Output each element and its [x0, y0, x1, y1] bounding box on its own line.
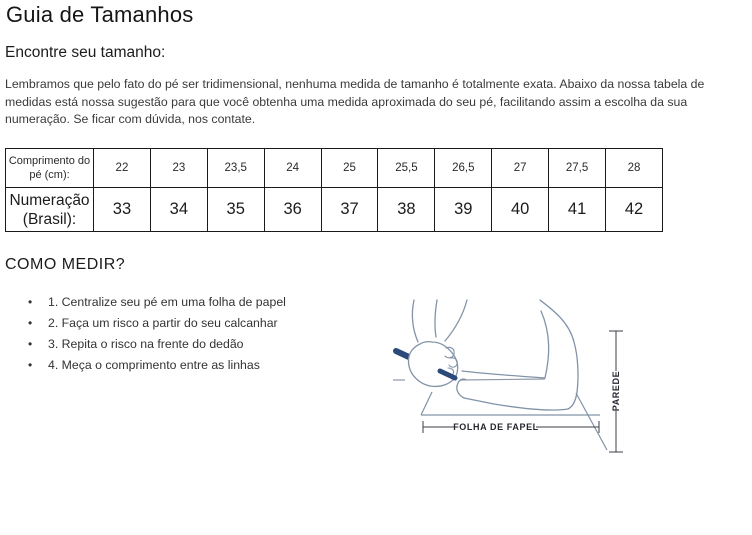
table-row-foot-length: [6, 149, 663, 188]
size-conversion-table: [5, 148, 663, 232]
table-cell: 23: [150, 149, 207, 188]
foot-measurement-illustration: [390, 292, 660, 488]
section-heading-how-to-measure: COMO MEDIR?: [5, 256, 126, 273]
row-header-brazil-size: Numeração (Brasil):: [6, 188, 94, 232]
foot-outline-icon: [445, 300, 578, 410]
forearm-icon: [412, 300, 437, 342]
table-cell: 39: [435, 188, 492, 232]
table-cell: 42: [606, 188, 663, 232]
list-item: • 4. Meça o comprimento entre as linhas: [28, 355, 286, 376]
intro-paragraph: Lembramos que pelo fato do pé ser tridimensional, nenhuma medida de tamanho é totalmente exata. Abaixo da nossa tabela de medidas está nossa sugestão para que você obtenha uma medida aproximada do seu pé, facilitando assim a escolha da sua numeração. Se ficar com dúvida, nos contate.: [5, 77, 705, 126]
list-item: • 2. Faça um risco a partir do seu calcanhar: [28, 313, 286, 334]
section-heading-find-size: Encontre seu tamanho:: [5, 44, 166, 61]
table-cell: 28: [606, 149, 663, 188]
table-cell: 35: [207, 188, 264, 232]
table-cell: 36: [264, 188, 321, 232]
table-cell: 25: [321, 149, 378, 188]
list-item: • 1. Centralize seu pé em uma folha de papel: [28, 292, 286, 313]
table-cell: 38: [378, 188, 435, 232]
table-cell: 23,5: [207, 149, 264, 188]
table-cell: 22: [94, 149, 151, 188]
hand-icon: [408, 342, 457, 387]
table-cell: 26,5: [435, 149, 492, 188]
table-cell: 34: [150, 188, 207, 232]
table-cell: 27: [492, 149, 549, 188]
wall-line-icon: [576, 393, 607, 450]
list-item: • 3. Repita o risco na frente do dedão: [28, 334, 286, 355]
table-cell: 25,5: [378, 149, 435, 188]
table-cell: 37: [321, 188, 378, 232]
measurement-steps-list: [28, 292, 286, 376]
paper-label: FOLHA DE FAPEL: [453, 422, 539, 432]
wall-label: PAREDE: [611, 370, 621, 412]
page-title: Guia de Tamanhos: [6, 2, 194, 27]
table-cell: 24: [264, 149, 321, 188]
table-cell: 41: [549, 188, 606, 232]
table-cell: 33: [94, 188, 151, 232]
row-header-foot-length: Comprimento do pé (cm):: [6, 149, 94, 188]
table-cell: 40: [492, 188, 549, 232]
table-cell: 27,5: [549, 149, 606, 188]
table-row-brazil-size: [6, 188, 663, 232]
